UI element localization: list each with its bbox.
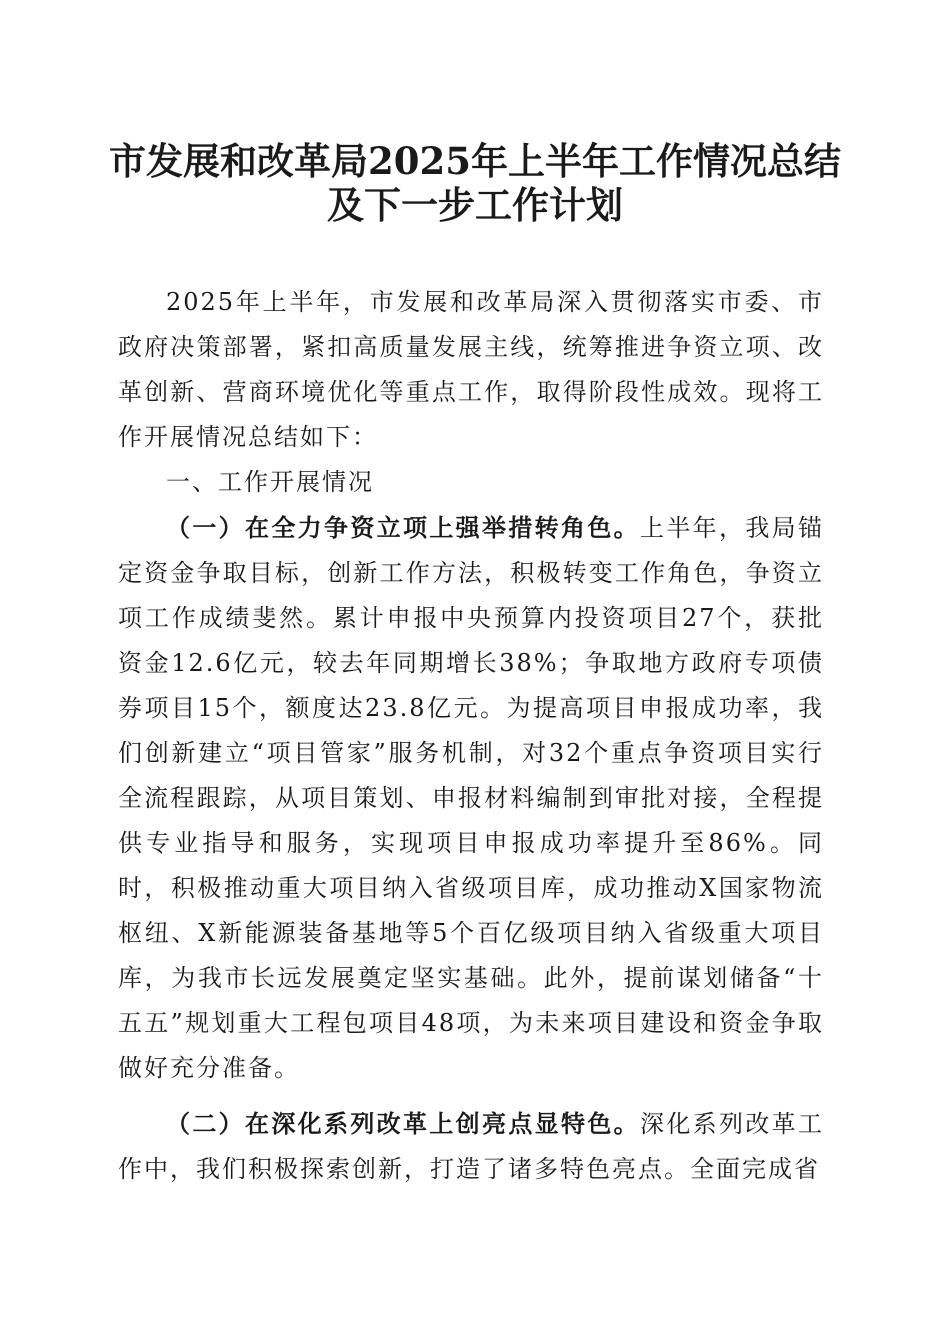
item-1-heading: （一）在全力争资立项上强举措转角色。: [166, 513, 640, 542]
item-2-heading: （二）在深化系列改革上创亮点显特色。: [166, 1109, 640, 1138]
paragraph-item-2: [118, 1101, 824, 1192]
document-body: [118, 280, 824, 1192]
item-1-text: 上半年，我局锚定资金争取目标，创新工作方法，积极转变工作角色，争资立项工作成绩斐然。累计申报中央预算内投资项目27个，获批资金12.6亿元，较去年同期增长38%；争取地方政府专项债券项目15个，额度达23.8亿元。为提高项目申报成功率，我们创新建立“项目管家”服务机制，对32个重点争资项目实行全流程跟踪，从项目策划、申报材料编制到审批对接，全程提供专业指导和服务，实现项目申报成功率提升至86%。同时，积极推动重大项目纳入省级项目库，成功推动X国家物流枢纽、X新能源装备基地等5个百亿级项目纳入省级重大项目库，为我市长远发展奠定坚实基础。此外，提前谋划储备“十五五”规划重大工程包项目48项，为未来项目建设和资金争取做好充分准备。: [118, 514, 824, 1082]
paragraph-item-1: [118, 505, 824, 1091]
item-2-text: 深化系列改革工作中，我们积极探索创新，打造了诸多特色亮点。全面完成省: [118, 1110, 824, 1183]
document-title-line-2: 及下一步工作计划: [327, 183, 623, 227]
section-heading: 一、工作开展情况: [166, 468, 374, 496]
document-title-line-1: 市发展和改革局2025年上半年工作情况总结: [109, 139, 841, 183]
intro-paragraph: 2025年上半年，市发展和改革局深入贯彻落实市委、市政府决策部署，紧扣高质量发展主线，统筹推进争资立项、改革创新、营商环境优化等重点工作，取得阶段性成效。现将工作开展情况总结如下：: [118, 288, 824, 451]
